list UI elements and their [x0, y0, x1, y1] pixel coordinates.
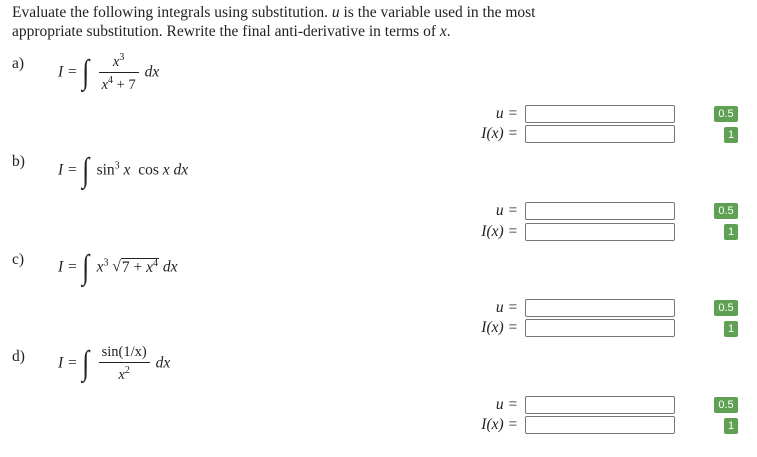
u-label-text: u =	[495, 105, 518, 122]
fn-cos: cos	[138, 161, 159, 179]
exp: 3	[114, 160, 120, 172]
points-badge: 1	[724, 224, 738, 240]
instructions-period: .	[446, 23, 451, 40]
instructions	[12, 3, 652, 41]
fraction	[99, 344, 150, 384]
points-badge: 0.5	[714, 203, 738, 219]
den-rest: + 7	[116, 76, 136, 93]
base-var: x	[96, 258, 104, 276]
integral-d	[58, 344, 170, 384]
formula-lhs: I =	[58, 63, 78, 81]
part-c-label: c)	[12, 251, 25, 268]
formula-lhs: I =	[58, 258, 78, 276]
denominator	[99, 362, 150, 384]
instructions-text: Evaluate the following integrals using substitution.	[12, 4, 328, 21]
I-input-d[interactable]	[525, 416, 675, 434]
points-badge: 1	[724, 127, 738, 143]
instructions-text: appropriate substitution. Rewrite the final anti-derivative in terms of	[12, 23, 436, 40]
I-label-text: I(x) =	[481, 319, 518, 336]
var: x	[162, 161, 170, 179]
instructions-text: is the variable used in the most	[343, 4, 536, 21]
u-label-b	[418, 202, 518, 220]
integral-sign-icon: ∫	[82, 344, 90, 382]
denominator	[99, 72, 139, 94]
I-label-d	[418, 416, 518, 434]
u-label-c	[418, 299, 518, 317]
points-badge: 1	[724, 418, 738, 434]
numerator	[99, 52, 139, 72]
I-label-text: I(x) =	[481, 125, 518, 142]
exp: 3	[103, 257, 109, 269]
integral-c	[58, 251, 178, 285]
rad-pre: 7 +	[121, 258, 147, 276]
I-input-c[interactable]	[525, 319, 675, 337]
u-label-text: u =	[495, 396, 518, 413]
fn-sin: sin	[96, 161, 115, 179]
num-exp: 3	[119, 52, 125, 63]
points-badge: 0.5	[714, 106, 738, 122]
points-badge: 1	[724, 321, 738, 337]
num-var: x	[112, 53, 120, 70]
u-label-text: u =	[495, 202, 518, 219]
part-b-label: b)	[12, 153, 25, 170]
den-exp: 2	[124, 365, 130, 376]
fraction	[99, 52, 139, 94]
den-exp: 4	[108, 74, 114, 86]
den-var: x	[118, 366, 125, 383]
dx: dx	[162, 258, 178, 276]
points-badge: 0.5	[714, 300, 738, 316]
I-label-text: I(x) =	[481, 416, 518, 433]
rad-exp: 4	[153, 257, 158, 269]
u-input-a[interactable]	[525, 105, 675, 123]
part-a-label: a)	[12, 55, 25, 72]
integral-sign-icon: ∫	[82, 53, 90, 91]
integral-a	[58, 52, 159, 94]
points-badge: 0.5	[714, 397, 738, 413]
formula-lhs: I =	[58, 161, 78, 179]
den-var: x	[101, 76, 109, 93]
I-input-b[interactable]	[525, 223, 675, 241]
I-label-c	[418, 319, 518, 337]
var: x	[123, 161, 131, 179]
u-input-b[interactable]	[525, 202, 675, 220]
u-label-a	[418, 105, 518, 123]
I-label-b	[418, 223, 518, 241]
dx: dx	[155, 354, 171, 372]
integral-sign-icon: ∫	[82, 152, 90, 189]
integral-sign-icon: ∫	[82, 249, 90, 286]
rad-var: x	[146, 258, 153, 276]
u-label-text: u =	[495, 299, 518, 316]
u-input-d[interactable]	[525, 396, 675, 414]
dx: dx	[144, 63, 160, 81]
u-label-d	[418, 396, 518, 414]
formula-lhs: I =	[58, 354, 78, 372]
I-label-text: I(x) =	[481, 223, 518, 240]
numerator: sin(1/x)	[101, 344, 147, 360]
instructions-var-u: u	[331, 4, 340, 21]
I-input-a[interactable]	[525, 125, 675, 143]
integral-b	[58, 154, 188, 188]
u-input-c[interactable]	[525, 299, 675, 317]
radicand	[121, 258, 159, 276]
sqrt-icon: $√7 + x^4$	[112, 257, 158, 276]
dx: dx	[173, 161, 189, 179]
part-d-label: d)	[12, 348, 25, 365]
instructions-var-x: x	[439, 23, 447, 40]
I-label-a	[418, 125, 518, 143]
